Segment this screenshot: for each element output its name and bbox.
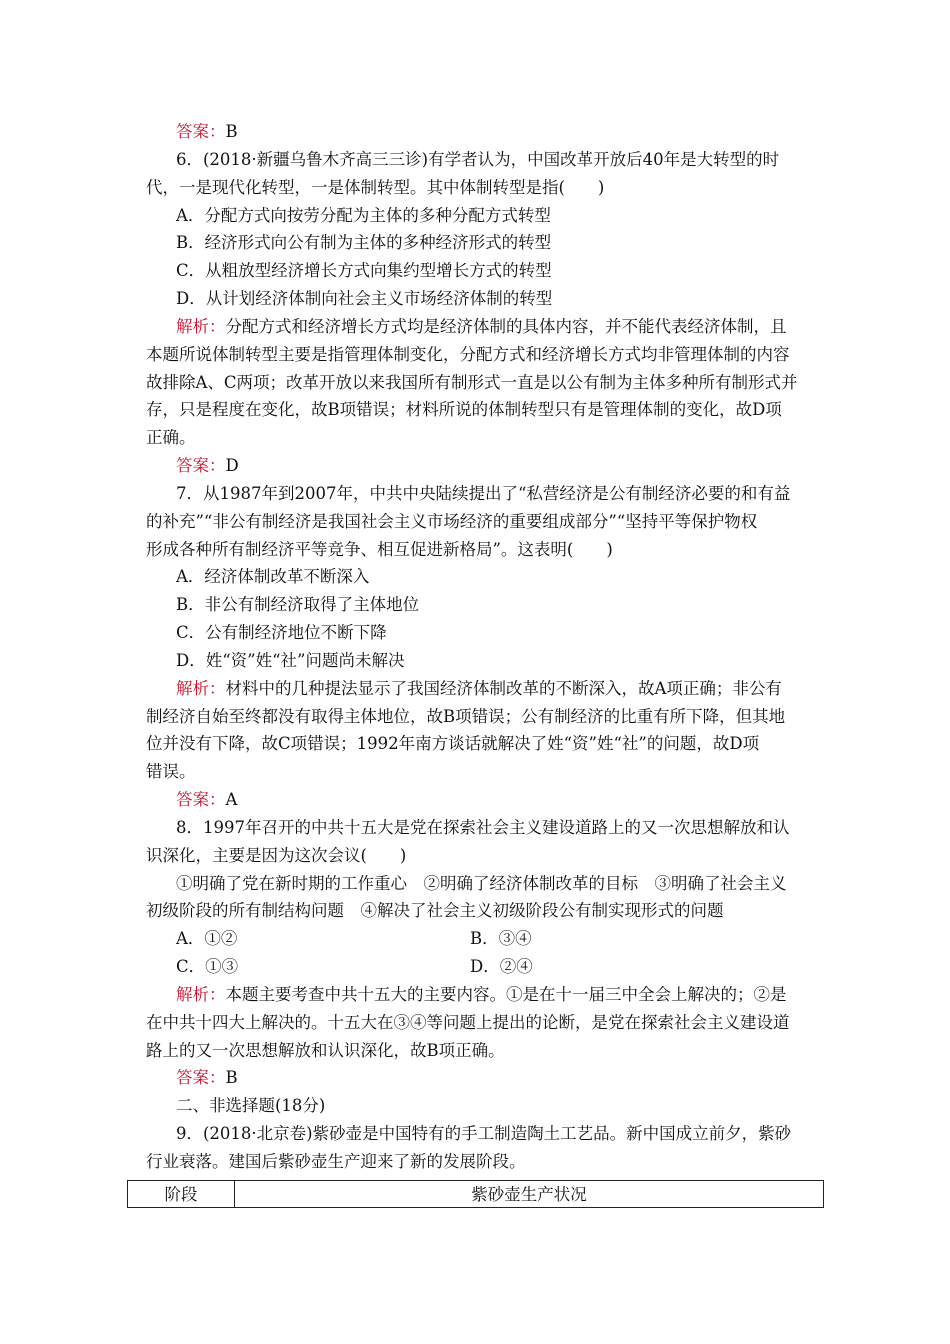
question-stem: 9．(2018·北京卷)紫砂壶是中国特有的手工制造陶土工艺品。新中国成立前夕，紫砂 <box>176 1124 792 1143</box>
answer-value: B <box>225 1068 238 1087</box>
answer-label: 答案： <box>176 122 226 141</box>
statement-items: ①明确了党在新时期的工作重心 ②明确了经济体制改革的目标 ③明确了社会主义 <box>176 874 787 893</box>
question-stem: 形成各种所有制经济平等竞争、相互促进新格局”。这表明( ) <box>146 540 613 559</box>
answer-label: 答案： <box>176 456 226 475</box>
table-header-row <box>128 1181 824 1208</box>
analysis-text: 故排除A、C两项；改革开放以来我国所有制形式一直是以公有制为主体多种所有制形式并 <box>146 373 798 392</box>
answer-value: A <box>225 790 238 809</box>
option-b: B．非公有制经济取得了主体地位 <box>176 595 420 614</box>
question-stem: 8．1997年召开的中共十五大是党在探索社会主义建设道路上的又一次思想解放和认 <box>176 818 790 837</box>
analysis-text: 本题所说体制转型主要是指管理体制变化，分配方式和经济增长方式均非管理体制的内容 <box>146 345 790 364</box>
answer-line <box>176 122 238 142</box>
answer-line <box>176 790 237 810</box>
answer-value: B <box>225 122 238 141</box>
option-a: A．经济体制改革不断深入 <box>176 567 370 586</box>
option-c: C．①③ <box>176 957 239 976</box>
analysis-text: 位并没有下降，故C项错误；1992年南方谈话就解决了姓“资”姓“社”的问题，故D项 <box>146 734 760 753</box>
table-header-status: 紫砂壶生产状况 <box>235 1181 824 1208</box>
option-b: B．经济形式向公有制为主体的多种经济形式的转型 <box>176 233 552 252</box>
analysis-text: 分配方式和经济增长方式均是经济体制的具体内容，并不能代表经济体制，且 <box>225 317 787 336</box>
option-b: B．③④ <box>470 929 532 948</box>
table-header-stage: 阶段 <box>128 1181 235 1208</box>
statement-items: 初级阶段的所有制结构问题 ④解决了社会主义初级阶段公有制实现形式的问题 <box>146 901 724 920</box>
answer-value: D <box>225 456 239 475</box>
question-stem: 行业衰落。建国后紫砂壶生产迎来了新的发展阶段。 <box>146 1152 526 1171</box>
option-d: D．姓“资”姓“社”问题尚未解决 <box>176 651 405 670</box>
option-c: C．从粗放型经济增长方式向集约型增长方式的转型 <box>176 261 552 280</box>
question-stem: 识深化，主要是因为这次会议( ) <box>146 846 407 865</box>
analysis-text: 材料中的几种提法显示了我国经济体制改革的不断深入，故A项正确；非公有 <box>225 679 782 698</box>
analysis-line <box>176 317 787 337</box>
question-stem: 6．(2018·新疆乌鲁木齐高三三诊)有学者认为，中国改革开放后40年是大转型的时 <box>176 150 780 169</box>
question-stem: 7．从1987年到2007年，中共中央陆续提出了“私营经济是公有制经济必要的和有益 <box>176 484 791 503</box>
analysis-text: 路上的又一次思想解放和认识深化，故B项正确。 <box>146 1041 505 1060</box>
analysis-text: 在中共十四大上解决的。十五大在③④等问题上提出的论断，是党在探索社会主义建设道 <box>146 1013 790 1032</box>
question-stem: 的补充”“非公有制经济是我国社会主义市场经济的重要组成部分”“坚持平等保护物权 <box>146 512 758 531</box>
analysis-text: 正确。 <box>146 428 196 447</box>
option-d: D．②④ <box>470 957 533 976</box>
analysis-label: 解析： <box>176 985 226 1004</box>
option-c: C．公有制经济地位不断下降 <box>176 623 387 642</box>
analysis-line <box>176 679 782 699</box>
answer-label: 答案： <box>176 790 226 809</box>
question-stem: 代，一是现代化转型，一是体制转型。其中体制转型是指( ) <box>146 178 605 197</box>
option-a: A．分配方式向按劳分配为主体的多种分配方式转型 <box>176 206 551 225</box>
analysis-line <box>176 985 787 1005</box>
production-table <box>127 1180 824 1208</box>
analysis-text: 存，只是程度在变化，故B项错误；材料所说的体制转型只有是管理体制的变化，故D项 <box>146 400 782 419</box>
section-title: 二、非选择题(18分) <box>176 1096 326 1115</box>
answer-line <box>176 1068 238 1088</box>
answer-label: 答案： <box>176 1068 226 1087</box>
analysis-text: 本题主要考查中共十五大的主要内容。①是在十一届三中全会上解决的；②是 <box>225 985 787 1004</box>
analysis-label: 解析： <box>176 317 226 336</box>
answer-line <box>176 456 239 476</box>
analysis-text: 错误。 <box>146 762 196 781</box>
option-d: D．从计划经济体制向社会主义市场经济体制的转型 <box>176 289 553 308</box>
analysis-label: 解析： <box>176 679 226 698</box>
option-a: A．①② <box>176 929 238 948</box>
analysis-text: 制经济自始至终都没有取得主体地位，故B项错误；公有制经济的比重有所下降，但其地 <box>146 707 786 726</box>
